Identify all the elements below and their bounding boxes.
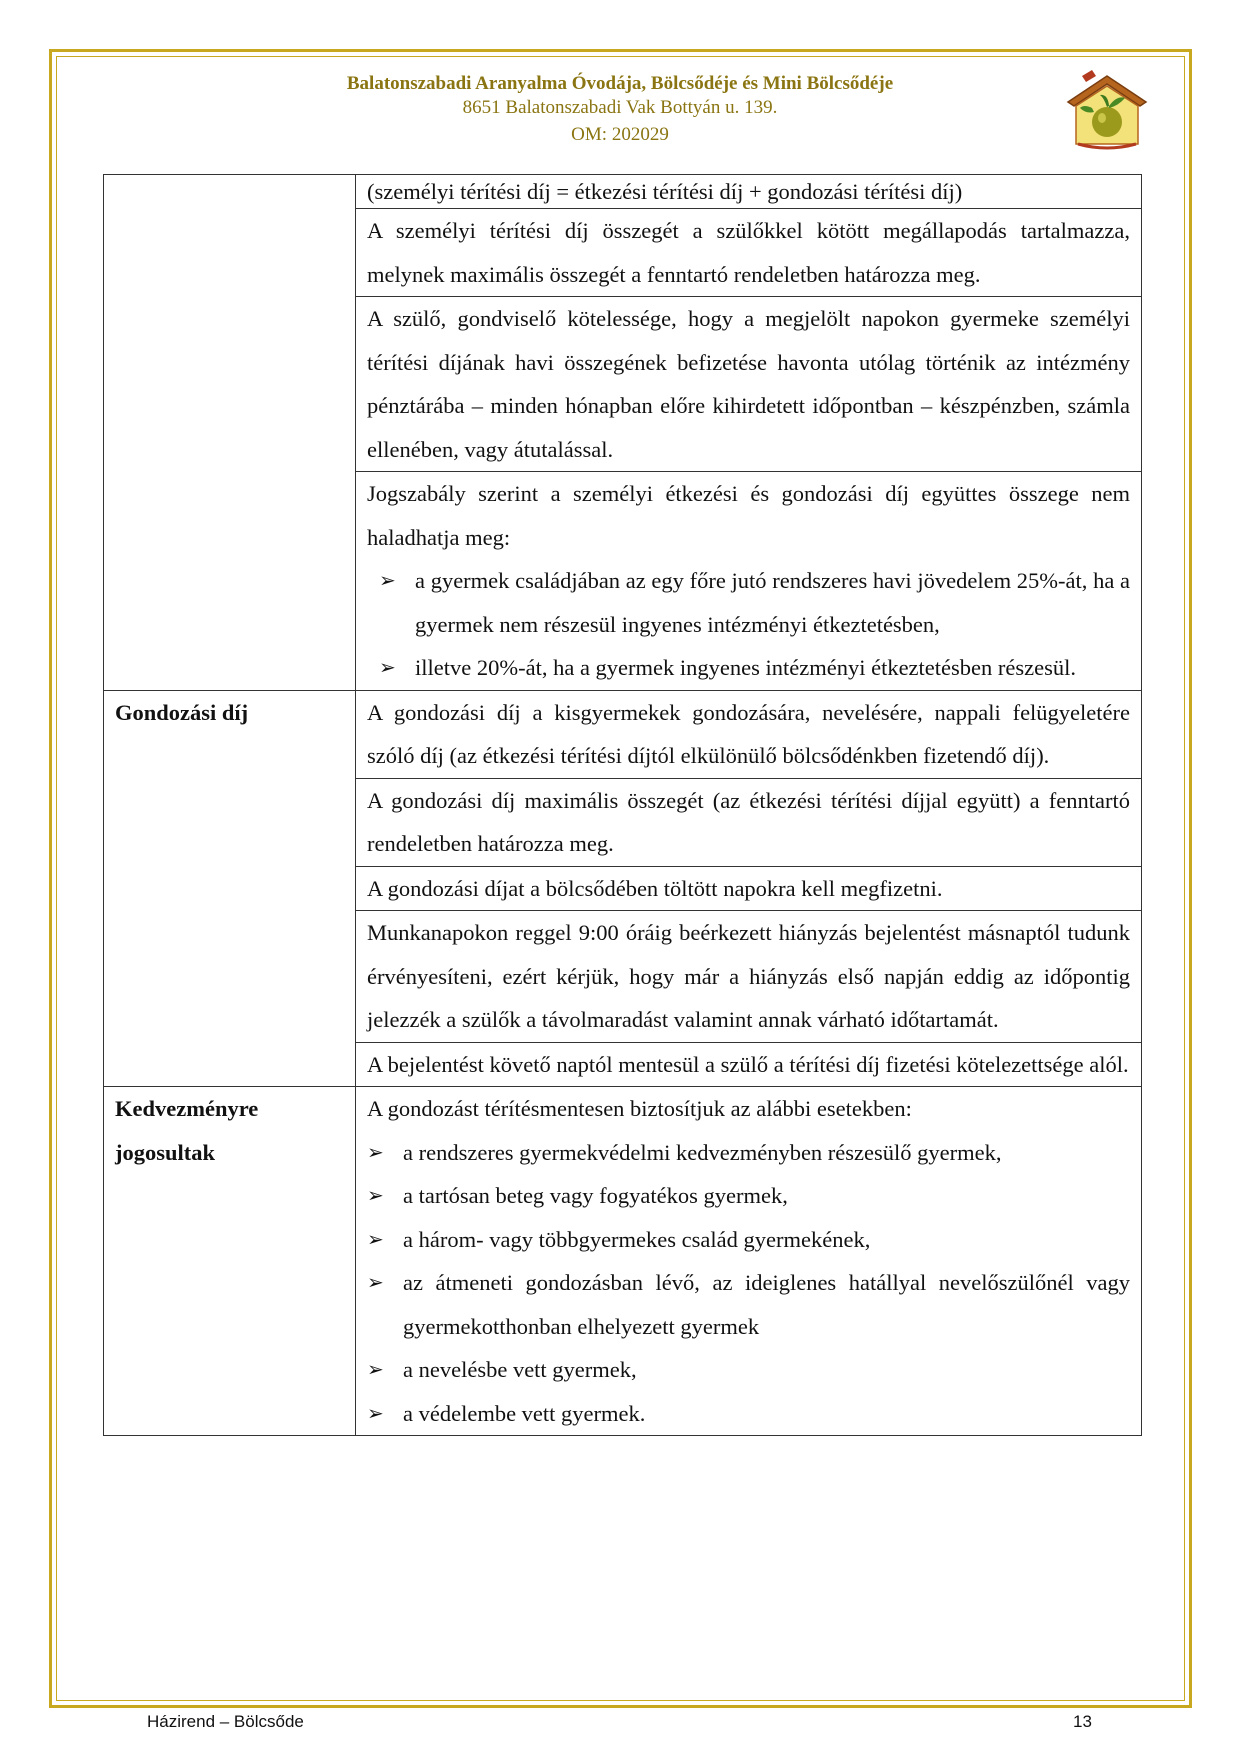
list-item: ➢ az átmeneti gondozásban lévő, az ideiglenes hatállyal nevelőszülőnél vagy gyermekotthonban elhelyezett gyermek xyxy=(367,1261,1130,1348)
exemption-note: A bejelentést követő naptól mentesül a szülő a térítési díj fizetési kötelezettsége alól. xyxy=(356,1042,1142,1087)
list-item: ➢ a nevelésbe vett gyermek, xyxy=(367,1348,1130,1392)
label-cell-empty xyxy=(104,175,356,691)
gondozasi-definition: A gondozási díj a kisgyermekek gondozására, nevelésére, nappali felügyeletére szóló díj (az étkezési térítési díjtól elkülönülő bölcsődénkben fizetendő díj). xyxy=(356,690,1142,778)
institution-address: 8651 Balatonszabadi Vak Bottyán u. 139. xyxy=(462,97,778,118)
legal-limit-list xyxy=(367,559,1130,690)
gondozasi-days: A gondozási díjat a bölcsődében töltött napokra kell megfizetni. xyxy=(356,866,1142,911)
page-header xyxy=(200,72,1040,150)
apple-house-logo-icon xyxy=(1062,62,1152,152)
legal-limit-cell xyxy=(356,472,1142,691)
table-row xyxy=(104,1087,1142,1436)
kedvezmeny-cell xyxy=(356,1087,1142,1436)
list-item: ➢ a tartósan beteg vagy fogyatékos gyermek, xyxy=(367,1174,1130,1218)
kedvezmeny-list xyxy=(367,1131,1130,1436)
list-item: ➢ a gyermek családjában az egy főre jutó rendszeres havi jövedelem 25%-át, ha a gyermek nem részesül ingyenes intézményi étkeztetésben, xyxy=(367,559,1130,646)
fee-agreement-cell: A személyi térítési díj összegét a szülőkkel kötött megállapodás tartalmazza, melynek maximális összegét a fenntartó rendeletben határozza meg. xyxy=(356,209,1142,297)
absence-notice: Munkanapokon reggel 9:00 óráig beérkezett hiányzás bejelentést másnaptól tudunk érvényesíteni, ezért kérjük, hogy már a hiányzás első napján eddig az időpontig jelezzék a szülők a távolmaradást valamint annak várható időtartamát. xyxy=(356,911,1142,1043)
kedvezmeny-label xyxy=(104,1087,356,1436)
table-row xyxy=(104,175,1142,209)
rules-table xyxy=(103,174,1142,1436)
list-item: ➢ a rendszeres gyermekvédelmi kedvezményben részesülő gyermek, xyxy=(367,1131,1130,1175)
fee-formula-cell: (személyi térítési díj = étkezési térítési díj + gondozási térítési díj) xyxy=(356,175,1142,209)
kedvezmeny-intro: A gondozást térítésmentesen biztosítjuk az alábbi esetekben: xyxy=(367,1096,912,1121)
page-number: 13 xyxy=(1073,1712,1092,1731)
institution-om: OM: 202029 xyxy=(571,124,669,145)
list-item: ➢ illetve 20%-át, ha a gyermek ingyenes intézményi étkeztetésben részesül. xyxy=(367,646,1130,690)
payment-duty-cell: A szülő, gondviselő kötelessége, hogy a megjelölt napokon gyermeke személyi térítési díjának havi összegének befizetése havonta utólag történik az intézmény pénztárába – minden hónapban előre kihirdetett időpontban – készpénzben, számla ellenében, vagy átutalással. xyxy=(356,297,1142,472)
footer-title: Házirend – Bölcsőde xyxy=(147,1712,304,1731)
table-row xyxy=(104,690,1142,778)
gondozasi-maximum: A gondozási díj maximális összegét (az étkezési térítési díjjal együtt) a fenntartó rendeletben határozza meg. xyxy=(356,778,1142,866)
legal-limit-intro: Jogszabály szerint a személyi étkezési és gondozási díj együttes összege nem haladhatja meg: xyxy=(367,481,1130,550)
kedvezmeny-label-line1: Kedvezményre xyxy=(115,1096,259,1121)
kedvezmeny-label-line2: jogosultak xyxy=(115,1139,216,1165)
list-item: ➢ a védelembe vett gyermek. xyxy=(367,1392,1130,1436)
institution-name: Balatonszabadi Aranyalma Óvodája, Bölcsődéje és Mini Bölcsődéje xyxy=(346,73,894,94)
list-item: ➢ a három- vagy többgyermekes család gyermekének, xyxy=(367,1218,1130,1262)
gondozasi-label: Gondozási díj xyxy=(104,690,356,1087)
